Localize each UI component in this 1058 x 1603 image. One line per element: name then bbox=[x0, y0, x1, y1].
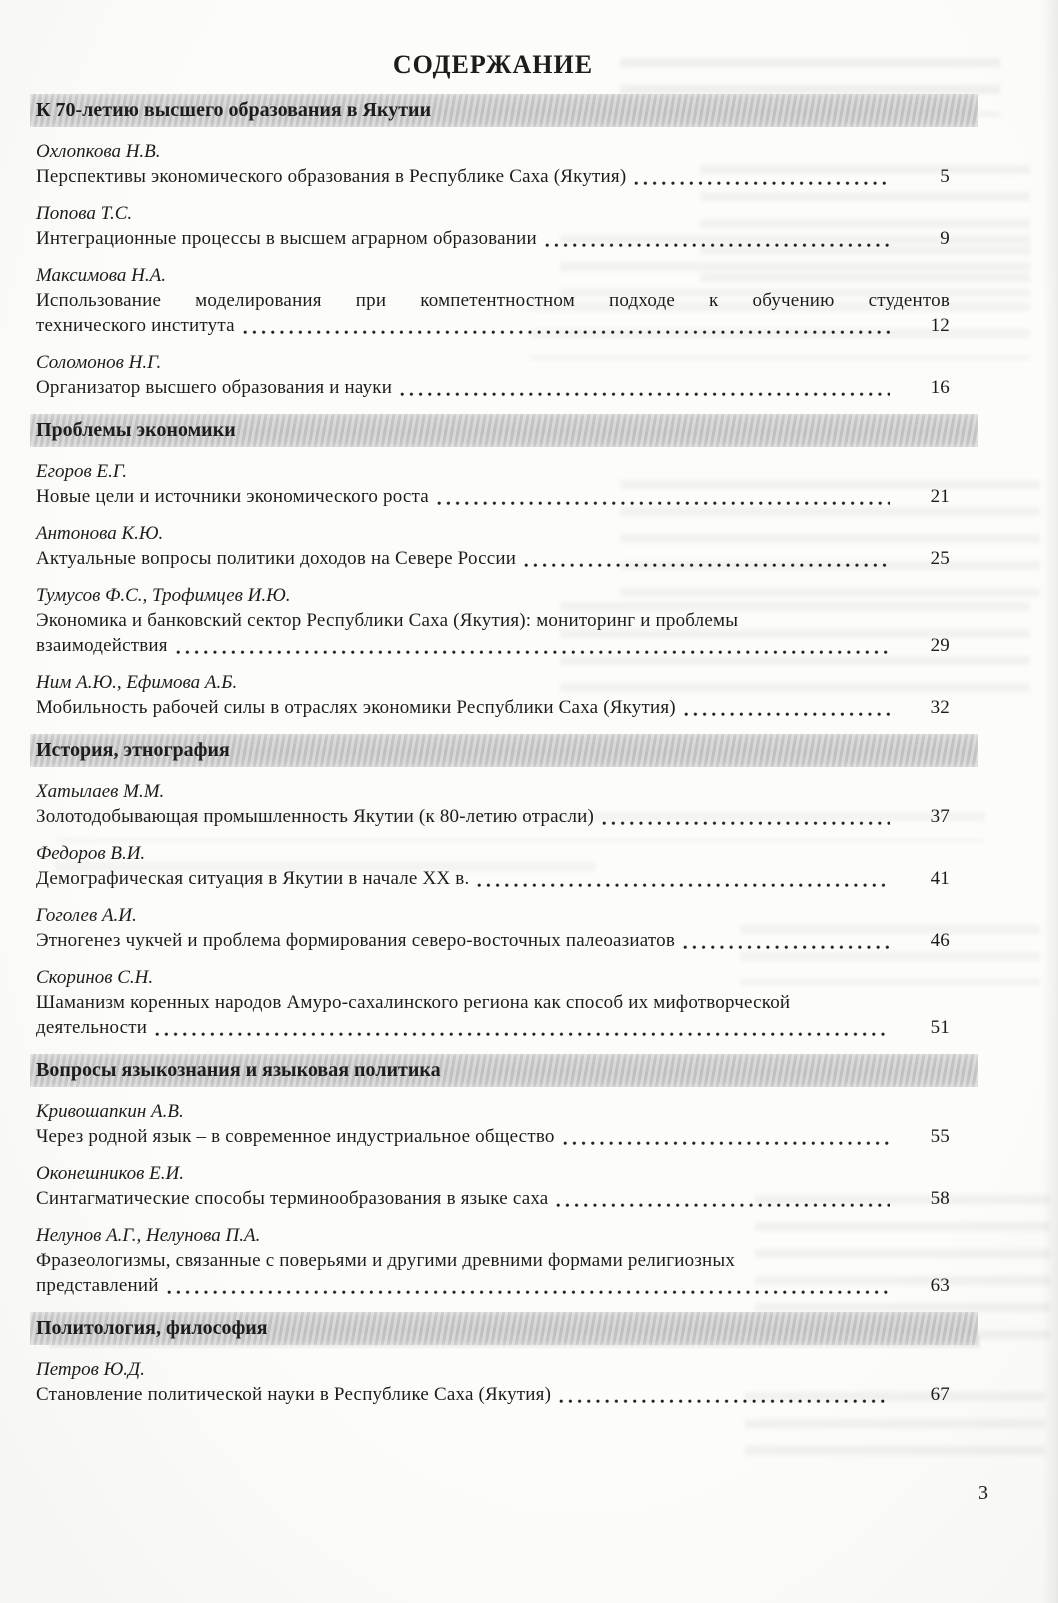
toc-entry bbox=[36, 350, 950, 400]
entry-title-row bbox=[36, 804, 950, 829]
entry-title-line: Мобильность рабочей силы в отраслях экономики Республики Саха (Якутия) bbox=[36, 697, 676, 718]
dot-leader bbox=[167, 1273, 890, 1298]
toc-entry bbox=[36, 903, 950, 953]
entry-author: Гоголев А.И. bbox=[36, 905, 137, 926]
dot-leader bbox=[683, 928, 890, 953]
entry-title-line: Демографическая ситуация в Якутии в начале XX в. bbox=[36, 868, 470, 889]
entry-title-line: Синтагматические способы терминообразования в языке саха bbox=[36, 1188, 549, 1209]
entry-title-row bbox=[36, 226, 950, 251]
entry-author: Хатылаев М.М. bbox=[36, 781, 165, 802]
dot-leader bbox=[545, 226, 890, 251]
entry-title-row bbox=[36, 866, 950, 891]
entry-author: Оконешников Е.И. bbox=[36, 1163, 185, 1184]
dot-leader bbox=[524, 546, 890, 571]
toc-entry bbox=[36, 1099, 950, 1149]
entry-title-row bbox=[36, 1015, 950, 1040]
section-header-label: Вопросы языкознания и языковая политика bbox=[36, 1059, 441, 1081]
entry-author: Попова Т.С. bbox=[36, 203, 133, 224]
toc-entry bbox=[36, 263, 950, 338]
entry-title-line: Золотодобывающая промышленность Якутии (к 80-летию отрасли) bbox=[36, 806, 595, 827]
section-header-bar bbox=[30, 734, 978, 767]
entry-author: Нелунов А.Г., Нелунова П.А. bbox=[36, 1225, 261, 1246]
toc-entry bbox=[36, 1161, 950, 1211]
entry-title-line: Экономика и банковский сектор Республики Саха (Якутия): мониторинг и проблемы bbox=[36, 610, 739, 631]
entry-author: Егоров Е.Г. bbox=[36, 461, 128, 482]
page-title: СОДЕРЖАНИЕ bbox=[392, 50, 594, 79]
entry-title-row bbox=[36, 375, 950, 400]
entry-page-number: 67 bbox=[930, 1384, 950, 1405]
entry-author: Скоринов С.Н. bbox=[36, 967, 154, 988]
entry-title-row bbox=[36, 164, 950, 189]
entry-title-row bbox=[36, 484, 950, 509]
entry-page-number: 58 bbox=[930, 1188, 950, 1209]
toc-entry bbox=[36, 459, 950, 509]
entry-page-number: 63 bbox=[930, 1275, 950, 1296]
section-header-bar bbox=[30, 1054, 978, 1087]
entry-page-number: 5 bbox=[940, 166, 950, 187]
entry-author: Тумусов Ф.С., Трофимцев И.Ю. bbox=[36, 585, 291, 606]
dot-leader bbox=[176, 633, 890, 658]
toc-entry bbox=[36, 779, 950, 829]
entry-title-line: Этногенез чукчей и проблема формирования северо-восточных палеоазиатов bbox=[36, 930, 676, 951]
entry-title-row bbox=[36, 1273, 950, 1298]
entry-page-number: 51 bbox=[930, 1017, 950, 1038]
dot-leader bbox=[684, 695, 890, 720]
entry-author: Соломонов Н.Г. bbox=[36, 352, 162, 373]
dot-leader bbox=[155, 1015, 890, 1040]
entry-title-line: технического института bbox=[36, 315, 235, 336]
section-header-label: Политология, философия bbox=[36, 1317, 268, 1339]
toc-entry bbox=[36, 841, 950, 891]
dot-leader bbox=[556, 1186, 890, 1211]
entry-title-row bbox=[36, 546, 950, 571]
entry-page-number: 37 bbox=[930, 806, 950, 827]
toc-entry bbox=[36, 521, 950, 571]
dot-leader bbox=[559, 1382, 890, 1407]
entry-title-line: Интеграционные процессы в высшем аграрном образовании bbox=[36, 228, 537, 249]
dot-leader bbox=[243, 313, 890, 338]
dot-leader bbox=[437, 484, 890, 509]
toc-entry bbox=[36, 201, 950, 251]
entry-title-line: представлений bbox=[36, 1275, 159, 1296]
entry-page-number: 12 bbox=[930, 315, 950, 336]
entry-title-line: Шаманизм коренных народов Амуро-сахалинского региона как способ их мифотворческой bbox=[36, 992, 791, 1013]
dot-leader bbox=[400, 375, 890, 400]
entry-page-number: 16 bbox=[930, 377, 950, 398]
section-header-label: К 70-летию высшего образования в Якутии bbox=[36, 99, 432, 121]
section-header-bar bbox=[30, 414, 978, 447]
toc-content bbox=[36, 0, 950, 1407]
section-header-bar bbox=[30, 1312, 978, 1345]
entry-title-row bbox=[36, 1186, 950, 1211]
entry-title-row bbox=[36, 1124, 950, 1149]
entry-author: Антонова К.Ю. bbox=[36, 523, 164, 544]
toc-entry bbox=[36, 139, 950, 189]
scan-edge-shadow bbox=[1042, 0, 1058, 1603]
entry-title-line: взаимодействия bbox=[36, 635, 168, 656]
entry-title-line: Через родной язык – в современное индустриальное общество bbox=[36, 1126, 555, 1147]
entry-page-number: 25 bbox=[930, 548, 950, 569]
section-header-label: Проблемы экономики bbox=[36, 419, 236, 441]
entry-author: Федоров В.И. bbox=[36, 843, 146, 864]
toc-entry bbox=[36, 965, 950, 1040]
entry-page-number: 9 bbox=[940, 228, 950, 249]
entry-title-line: Использование моделирования при компетентностном подходе к обучению студентов bbox=[36, 290, 950, 311]
entry-title-row bbox=[36, 695, 950, 720]
entry-title-line: деятельности bbox=[36, 1017, 148, 1038]
entry-title-row bbox=[36, 1382, 950, 1407]
toc-list bbox=[36, 94, 950, 1407]
entry-title-row bbox=[36, 313, 950, 338]
entry-author: Охлопкова Н.В. bbox=[36, 141, 161, 162]
toc-entry bbox=[36, 670, 950, 720]
toc-entry bbox=[36, 583, 950, 658]
section-header-label: История, этнография bbox=[36, 739, 230, 761]
entry-title-line: Становление политической науки в Республике Саха (Якутия) bbox=[36, 1384, 552, 1405]
entry-page-number: 32 bbox=[930, 697, 950, 718]
toc-entry bbox=[36, 1357, 950, 1407]
entry-page-number: 41 bbox=[930, 868, 950, 889]
section-header-bar bbox=[30, 94, 978, 127]
page-number: 3 bbox=[978, 1482, 988, 1504]
entry-author: Ним А.Ю., Ефимова А.Б. bbox=[36, 672, 238, 693]
entry-page-number: 46 bbox=[930, 930, 950, 951]
entry-title-line: Перспективы экономического образования в Республике Саха (Якутия) bbox=[36, 166, 627, 187]
entry-title-row bbox=[36, 633, 950, 658]
entry-page-number: 55 bbox=[930, 1126, 950, 1147]
entry-title-line: Новые цели и источники экономического роста bbox=[36, 486, 429, 507]
entry-author: Максимова Н.А. bbox=[36, 265, 166, 286]
dot-leader bbox=[634, 164, 890, 189]
toc-entry bbox=[36, 1223, 950, 1298]
dot-leader bbox=[563, 1124, 890, 1149]
dot-leader bbox=[602, 804, 890, 829]
entry-title-line: Организатор высшего образования и науки bbox=[36, 377, 393, 398]
entry-page-number: 21 bbox=[930, 486, 950, 507]
entry-title-line: Фразеологизмы, связанные с поверьями и другими древними формами религиозных bbox=[36, 1250, 736, 1271]
entry-title-row bbox=[36, 928, 950, 953]
entry-author: Петров Ю.Д. bbox=[36, 1359, 145, 1380]
entry-title-line: Актуальные вопросы политики доходов на Севере России bbox=[36, 548, 517, 569]
dot-leader bbox=[477, 866, 890, 891]
entry-page-number: 29 bbox=[930, 635, 950, 656]
entry-author: Кривошапкин А.В. bbox=[36, 1101, 184, 1122]
